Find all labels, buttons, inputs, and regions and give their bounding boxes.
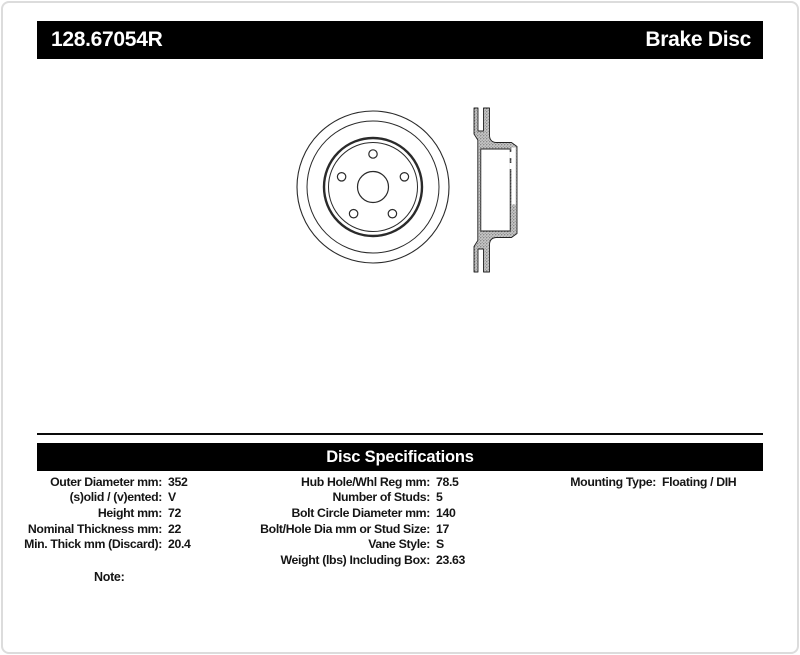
product-title: Brake Disc [645, 28, 751, 51]
bolt-holes [337, 150, 408, 218]
brake-disc-front-view [297, 111, 449, 263]
spec-row [255, 536, 465, 552]
spec-label: Height mm: [97, 505, 162, 520]
spec-column-left [24, 474, 191, 552]
spec-value: 78.5 [436, 474, 459, 489]
spec-value: 22 [168, 521, 181, 536]
bolt-hole-section [510, 152, 515, 158]
spec-label: Hub Hole/Whl Reg mm: [301, 474, 430, 489]
bolt-hole-section [510, 163, 515, 169]
spec-row [255, 552, 465, 568]
spec-value: 5 [436, 490, 443, 505]
spec-row [40, 490, 191, 506]
spec-label: (s)olid / (v)ented: [69, 490, 162, 505]
brake-disc-cross-section [474, 108, 517, 272]
spec-label: Weight (lbs) Including Box: [280, 552, 430, 567]
spec-label: Nominal Thickness mm: [27, 521, 162, 536]
spec-label: Min. Thick mm (Discard): [24, 537, 162, 552]
spec-row [255, 490, 465, 506]
spec-column-middle [255, 474, 465, 568]
spec-row [255, 521, 465, 537]
technical-drawing [283, 98, 528, 288]
spec-row [40, 505, 191, 521]
note-label: Note: [94, 570, 125, 584]
spec-value: 17 [436, 521, 449, 536]
spec-value: 20.4 [168, 537, 191, 552]
spec-row [556, 474, 736, 490]
spec-label: Bolt/Hole Dia mm or Stud Size: [260, 521, 430, 536]
spec-value: Floating / DIH [662, 474, 737, 489]
part-number: 128.67054R [51, 28, 163, 51]
spec-row [255, 505, 465, 521]
spec-label: Bolt Circle Diameter mm: [291, 505, 430, 520]
spec-value: 352 [168, 474, 188, 489]
spec-value: 140 [436, 505, 456, 520]
spec-value: 72 [168, 505, 181, 520]
horizontal-rule [37, 433, 763, 435]
spec-row [24, 536, 191, 552]
spec-label: Outer Diameter mm: [50, 474, 162, 489]
spec-value: S [436, 537, 444, 552]
spec-value: 23.63 [436, 552, 466, 567]
spec-label: Mounting Type: [570, 474, 656, 489]
spec-value: V [168, 490, 176, 505]
spec-row [27, 521, 191, 537]
spec-column-right [556, 474, 736, 490]
header-bar [37, 21, 763, 59]
section-bar [37, 443, 763, 471]
spec-row [255, 474, 465, 490]
spec-label: Number of Studs: [332, 490, 430, 505]
section-title: Disc Specifications [326, 447, 474, 466]
spec-label: Vane Style: [368, 537, 430, 552]
hub-hole [358, 172, 389, 203]
spec-row [40, 474, 191, 490]
